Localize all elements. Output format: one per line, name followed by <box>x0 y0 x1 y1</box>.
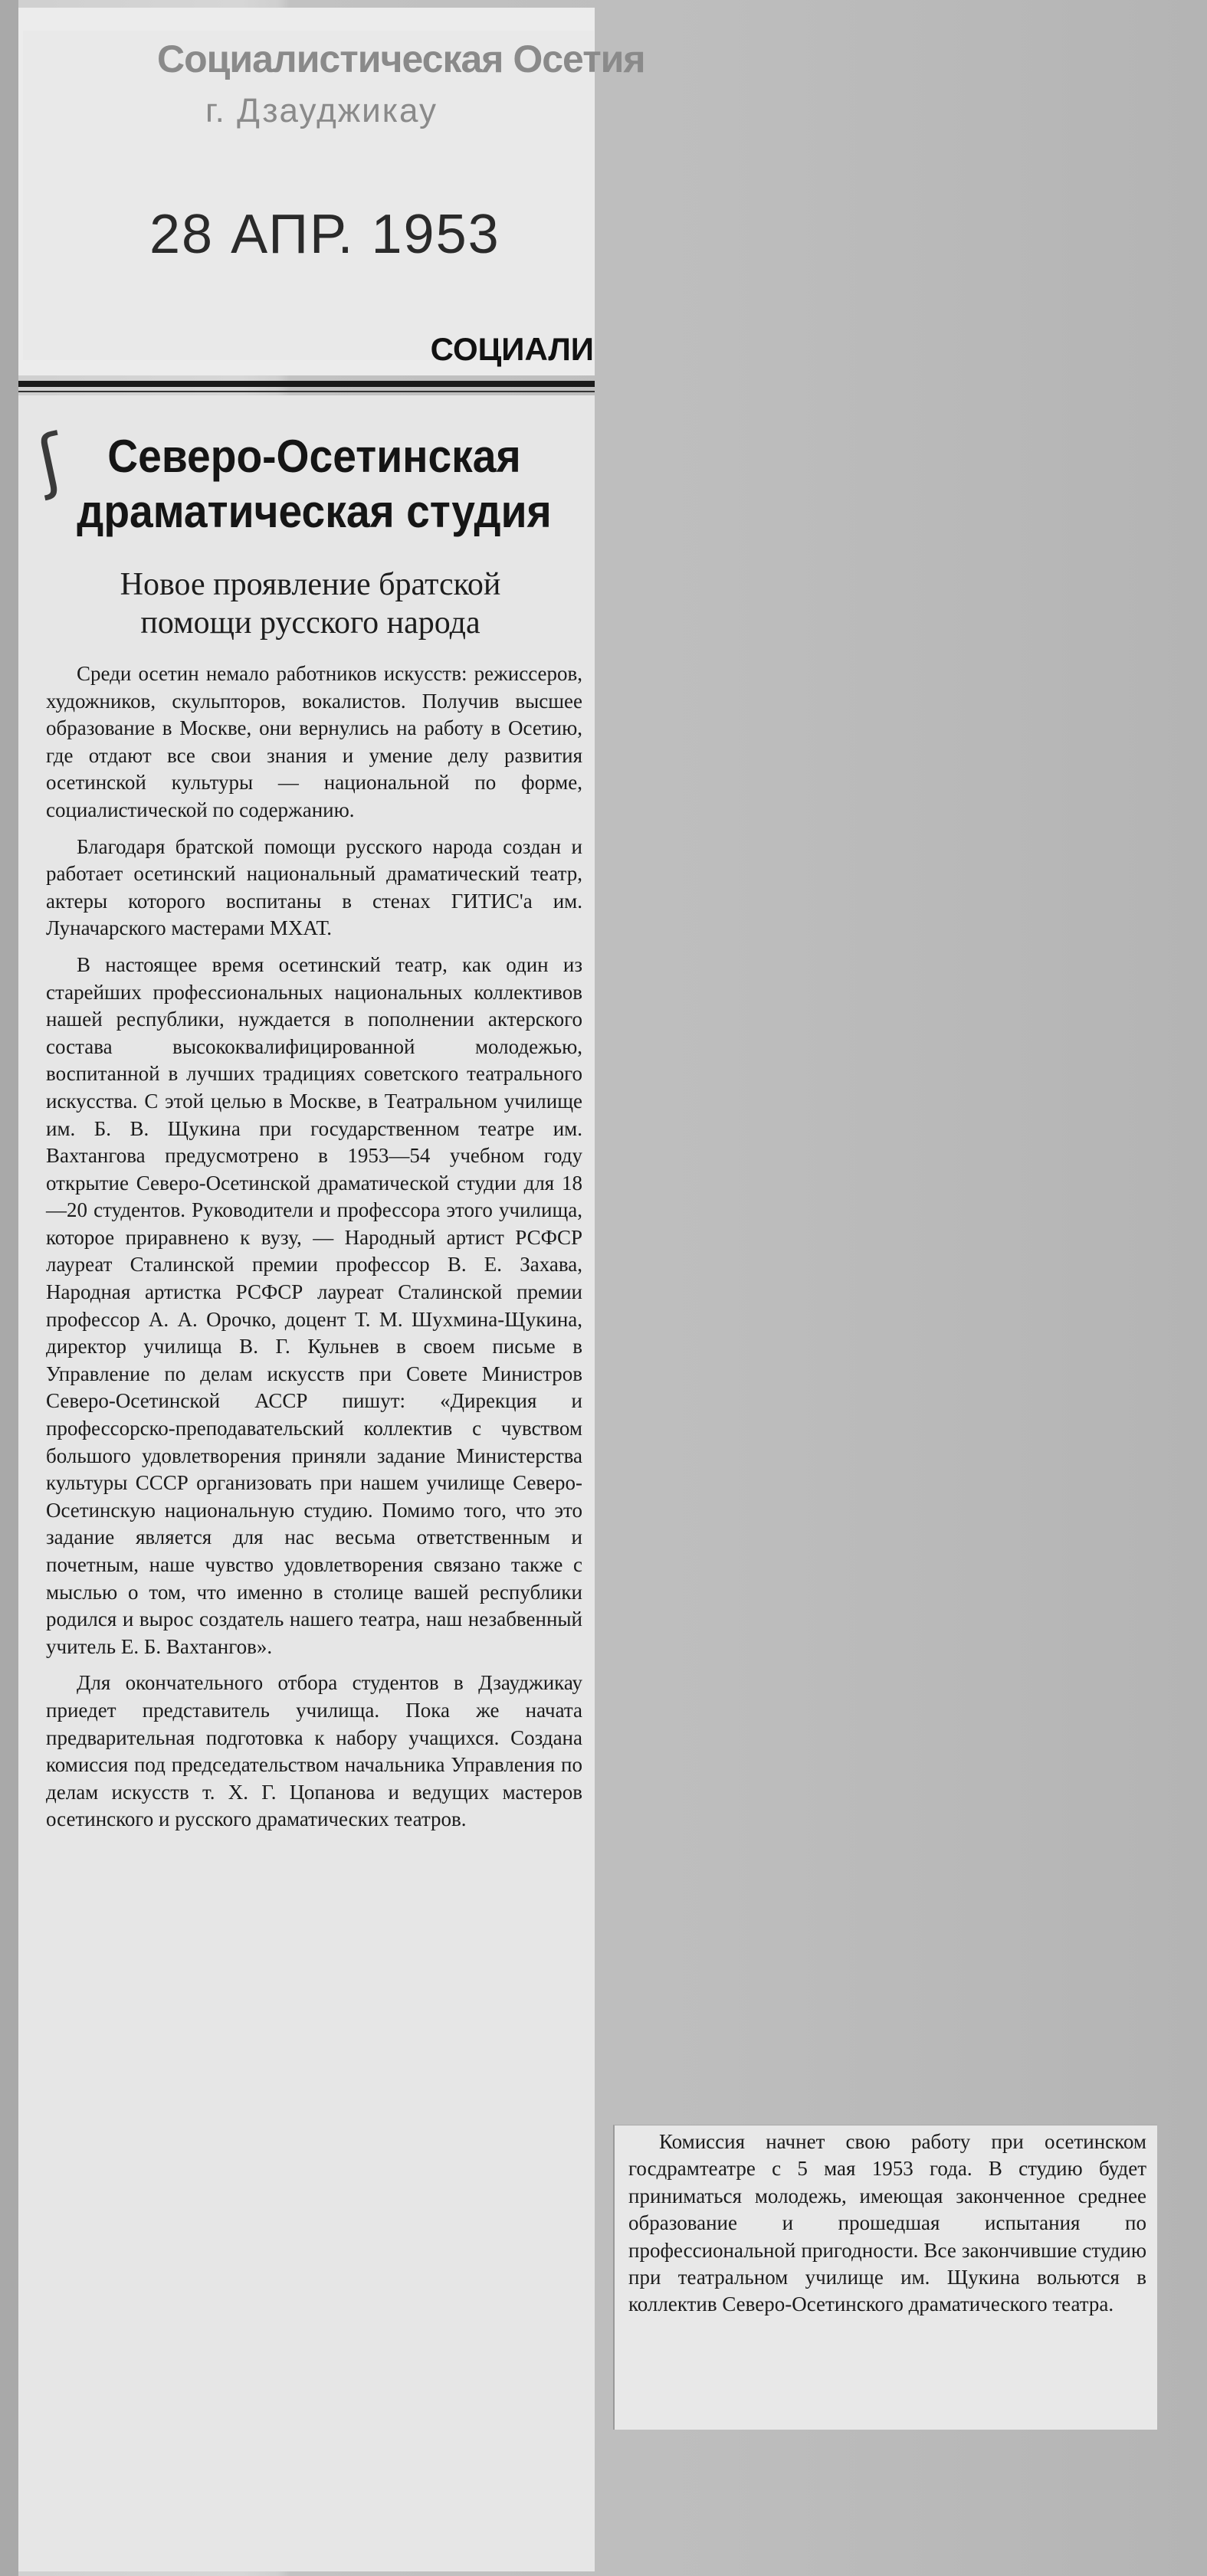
subhead-line-2: помощи русского народа <box>140 605 481 641</box>
headline-line-2: драматическая студия <box>77 486 552 537</box>
paragraph-1: Среди осетин немало работников искусств: режиссеров, художников, скульпторов, вокалистов. Получив высшее образование в Москве, они вернулись на работу в Осетию, где отдают все свои знания и умение делу развития осетинской культуры — национальной по форме, социалистической по содержанию. <box>46 662 582 821</box>
stamp-date: 28 АПР. 1953 <box>149 204 500 265</box>
paragraph-2: Благодаря братской помощи русского народа создан и работает осетинский национальный драматический театр, актеры которого воспитаны в стенах ГИТИС'а им. Луначарского мастерами МХАТ. <box>46 834 582 940</box>
subhead-line-1: Новое проявление братской <box>120 567 501 602</box>
paragraph-4: Для окончательного отбора студентов в Дзауджикау приедет представитель училища. Пока же начата предварительная подготовка к набору учащихся. Создана комиссия под председательством начальника Управления по делам искусств т. Х. Г. Цопанова и ведущих мастеров осетинского и русского драматических театров. <box>46 1671 582 1831</box>
article-body <box>46 660 582 1843</box>
header-rule-thin <box>18 391 595 392</box>
continuation-paragraph: Комиссия начнет свою работу при осетинском госдрамтеатре с 5 мая 1953 года. В студию будет приниматься молодежь, имеющая законченное среднее образование и прошедшая испытания по профессиональной пригодности. Все закончившие студию при театральном училище им. Щукина вольются в коллектив Северо-Осетинского драматического театра. <box>628 2130 1146 2316</box>
article-subhead <box>38 565 582 642</box>
sheet-edge <box>0 0 18 2576</box>
headline-line-1: Северо-Осетинская <box>107 431 521 482</box>
continuation-text <box>628 2129 1146 2319</box>
header-rule <box>18 381 595 387</box>
stamp-newspaper-name: Социалистическая Осетия <box>157 38 645 80</box>
stamp-city: г. Дзауджикау <box>205 92 438 129</box>
paragraph-3: В настоящее время осетинский театр, как один из старейших профессиональных национальных коллективов нашей республики, нуждается в пополнении актерского состава высококвалифицированной молодежью, воспитанной в лучших традициях советского театрального искусства. С этой целью в Москве, в Театральном училище им. Б. В. Щукина при государственном театре им. Вахтангова предусмотрено в 1953—54 учебном году открытие Северо-Осетинской драматической студии для 18—20 студентов. Руководители и профессора этого училища, которое приравнено к вузу, — Народный артист РСФСР лауреат Сталинской премии профессор В. Е. Захава, Народная артистка РСФСР лауреат Сталинской премии профессор А. А. Орочко, доцент Т. М. Шухмина-Щукина, директор училища В. Г. Кульнев в своем письме в Управление по делам искусств при Совете Министров Северо-Осетинской АССР пишут: «Дирекция и профессорско-преподавательский коллектив с чувством большого удовлетворения приняли задание Министерства культуры СССР организовать при нашем училище Северо-Осетинскую национальную студию. Помимо того, что это задание является для нас весьма ответственным и почетным, наше чувство удовлетворения связано также с мыслью о том, что именно в столице вашей республики родился и вырос создатель нашего театра, наш незабвенный учитель Е. Б. Вахтангов». <box>46 952 582 1658</box>
masthead-fragment: СОЦИАЛИ <box>430 331 594 367</box>
pencil-mark: ʃ <box>30 419 71 503</box>
article-headline <box>67 429 561 539</box>
